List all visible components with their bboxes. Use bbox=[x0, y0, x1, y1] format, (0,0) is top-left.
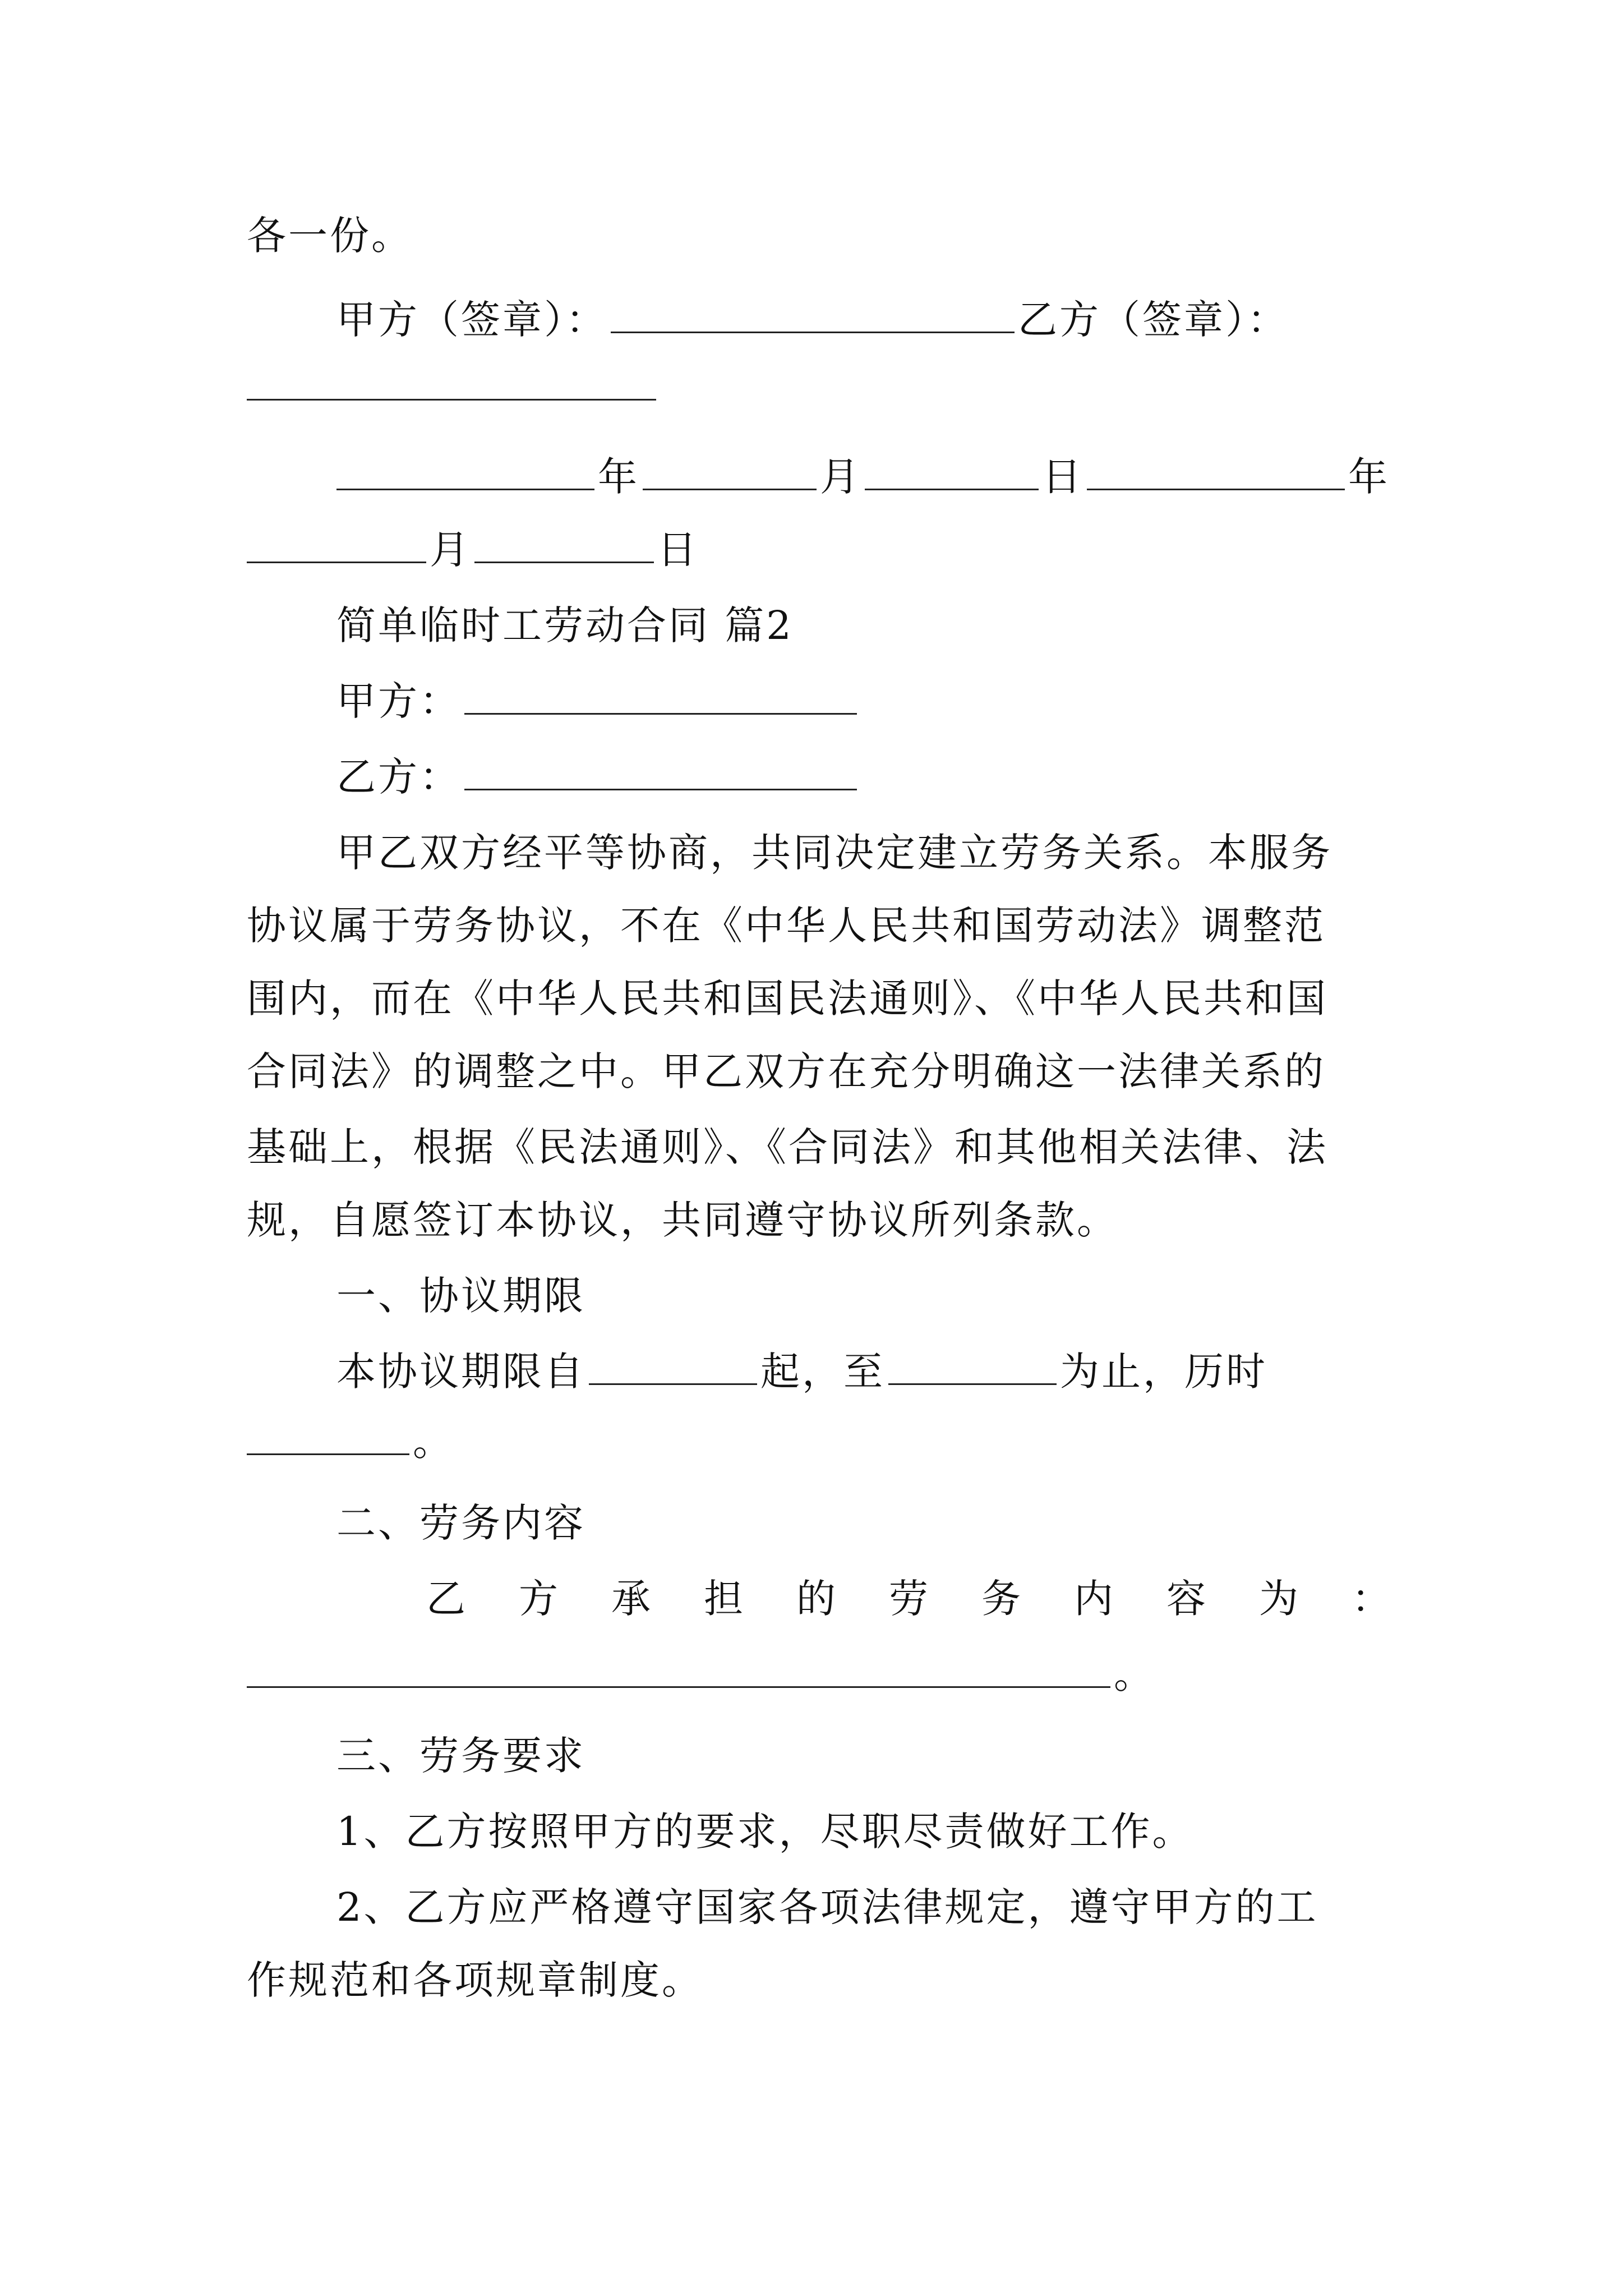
content-label-char: 劳 bbox=[889, 1576, 928, 1622]
paragraph-line bbox=[247, 970, 1391, 1027]
paragraph-text: 规，自愿签订本协议，共同遵守协议所列条款。 bbox=[247, 1197, 1118, 1243]
party-a-signature-blank bbox=[611, 293, 1015, 333]
end-date-blank bbox=[888, 1345, 1057, 1385]
year-label: 年 bbox=[1348, 454, 1390, 500]
heading-requirements: 三、劳务要求 bbox=[336, 1733, 585, 1779]
content-label-spread bbox=[426, 1571, 1391, 1627]
party-b-label: 乙方： bbox=[336, 754, 461, 800]
signature-blank-line bbox=[247, 359, 1391, 415]
month-label: 月 bbox=[430, 527, 471, 573]
party-b-blank bbox=[464, 751, 857, 790]
section-heading bbox=[336, 1495, 1391, 1551]
content-label-char: ： bbox=[1352, 1576, 1391, 1622]
paragraph-text: 合同法》的调整之中。甲乙双方在充分明确这一法律关系的 bbox=[247, 1048, 1326, 1094]
content-label-char: 方 bbox=[519, 1576, 558, 1622]
requirement-text: 2、乙方应严格遵守国家各项法律规定，遵守甲方的工 bbox=[336, 1884, 1318, 1930]
party-a-blank bbox=[464, 675, 857, 715]
content-label-char: 的 bbox=[796, 1576, 836, 1622]
term-text: 为止，历时 bbox=[1060, 1349, 1267, 1395]
content-label-char: 务 bbox=[981, 1576, 1021, 1622]
content-label-char: 担 bbox=[704, 1576, 743, 1622]
continuation-text: 各一份。 bbox=[247, 213, 413, 259]
paragraph-line bbox=[247, 898, 1391, 954]
day-blank bbox=[865, 450, 1039, 490]
paragraph-line bbox=[247, 1043, 1391, 1099]
term-line bbox=[336, 1343, 1391, 1400]
requirement-text: 1、乙方按照甲方的要求，尽职尽责做好工作。 bbox=[336, 1809, 1194, 1855]
month-blank bbox=[643, 450, 817, 490]
year-label: 年 bbox=[598, 454, 639, 500]
term-text: 起，至 bbox=[760, 1349, 885, 1395]
requirement-line bbox=[247, 1952, 1391, 2008]
heading-term: 一、协议期限 bbox=[336, 1273, 585, 1319]
requirement-line bbox=[336, 1879, 1391, 1935]
text-line bbox=[247, 208, 1391, 264]
party-a-line bbox=[336, 673, 1391, 729]
duration-blank bbox=[247, 1415, 409, 1455]
paragraph-text: 甲乙双方经平等协商，共同决定建立劳务关系。本服务 bbox=[336, 830, 1332, 876]
party-b-signature-label: 乙方（签章）： bbox=[1018, 297, 1289, 343]
date-line-continued bbox=[247, 522, 1391, 578]
paragraph-line bbox=[247, 1192, 1391, 1248]
requirement-line bbox=[336, 1803, 1391, 1860]
date-line bbox=[336, 449, 1391, 505]
party-b-signature-blank bbox=[247, 361, 656, 401]
content-label-char: 为 bbox=[1259, 1576, 1298, 1622]
signature-line bbox=[336, 292, 1391, 348]
content-blank bbox=[247, 1648, 1110, 1688]
section-heading bbox=[336, 1268, 1391, 1324]
day-label: 日 bbox=[1042, 454, 1083, 500]
term-text: 本协议期限自 bbox=[336, 1349, 585, 1395]
content-text: 。 bbox=[1114, 1651, 1155, 1697]
month-label: 月 bbox=[820, 454, 861, 500]
heading-content: 二、劳务内容 bbox=[336, 1500, 585, 1546]
content-blank-line bbox=[247, 1646, 1391, 1703]
paragraph-line bbox=[336, 825, 1391, 881]
party-a-signature-label: 甲方（签章）： bbox=[336, 297, 607, 343]
section-title bbox=[336, 597, 1391, 654]
party-b-line bbox=[336, 749, 1391, 805]
day-label: 日 bbox=[657, 527, 699, 573]
content-label-line bbox=[426, 1571, 1391, 1627]
start-date-blank bbox=[589, 1345, 757, 1385]
term-line-continued bbox=[247, 1414, 1391, 1470]
paragraph-text: 基础上，根据《民法通则》、《合同法》和其他相关法律、法 bbox=[247, 1124, 1328, 1170]
day-blank bbox=[474, 523, 654, 563]
party-a-label: 甲方： bbox=[336, 678, 461, 724]
year-blank bbox=[1087, 450, 1345, 490]
paragraph-line bbox=[247, 1119, 1391, 1175]
section-heading bbox=[336, 1728, 1391, 1784]
month-blank bbox=[247, 523, 426, 563]
paragraph-text: 协议属于劳务协议，不在《中华人民共和国劳动法》调整范 bbox=[247, 903, 1326, 949]
content-label-char: 承 bbox=[611, 1576, 651, 1622]
contract-title: 简单临时工劳动合同 篇2 bbox=[336, 602, 794, 648]
paragraph-text: 围内，而在《中华人民共和国民法通则》、《中华人民共和国 bbox=[247, 976, 1328, 1022]
content-label-char: 内 bbox=[1074, 1576, 1113, 1622]
content-label-char: 乙 bbox=[426, 1576, 465, 1622]
year-blank bbox=[336, 450, 594, 490]
requirement-text: 作规范和各项规章制度。 bbox=[247, 1957, 703, 2003]
content-label-char: 容 bbox=[1166, 1576, 1206, 1622]
term-text: 。 bbox=[413, 1419, 454, 1465]
